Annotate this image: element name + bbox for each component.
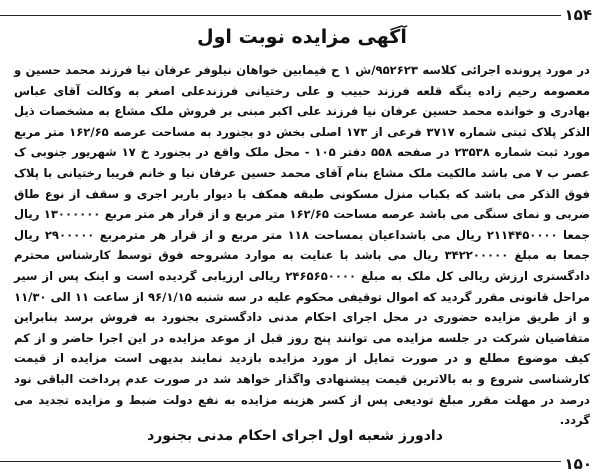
top-divider [0, 15, 564, 16]
notice-signature: دادورز شعبه اول اجرای احکام مدنی بجنورد [147, 428, 443, 444]
bottom-divider [0, 461, 564, 462]
page-number-bottom: ۱۵۰ [561, 455, 596, 473]
notice-body: در مورد پرونده اجرائی کلاسه ۹۵۲۶۲۳/ش ۱ ح فیمابین خواهان نیلوفر عرفان نیا فرزند محمد حسین و معصومه رحیم زاده ینگه قلعه فرزند حبیب و علی رختیانی فرزندعلی اصغر به وکالت آقای عباس بهادری و خوانده محمد حسین عرفان نیا فرزند علی اکبر مبنی بر فروش ملک مشاع به مشخصات ذیل الذکر پلاک ثبتی شماره ۳۷۱۷ فرعی از ۱۷۳ اصلی بخش دو بجنورد به مساحت عرصه ۱۶۲/۶۵ متر مربع مورد ثبت شماره ۲۳۵۳۸ در صفحه ۵۵۸ دفتر ۱۰۵ - محل ملک واقع در بجنورد خ ۱۷ شهریور جنوبی ک عصر ب ۷ می باشد مالکیت ملک مشاع بنام آقای محمد حسین عرفان نیا و خانم فریبا رختیانی با پلاک فوق الذکر می باشد که بکباب منزل مسکونی طبقه همکف با دیوار باربر اجری و سقف از نوع طاق ضربی و نمای سنگی می باشد عرصه مساحت ۱۶۲/۶۵ متر مربع و از قرار هر متر مربع ۱۳۰۰۰۰۰۰ ریال جمعا ۲۱۱۴۴۵۰۰۰۰ ریال می باشداعیان بمساحت ۱۱۸ متر مربع و از قرار هر مترمربع ۲۹۰۰۰۰۰ ریال جمعا به مبلغ ۳۴۲۲۰۰۰۰۰ ریال می باشد با عنایت به موارد مشروحه فوق توسط کارشناس محترم دادگستری ارزش ریالی کل ملک به مبلغ ۲۴۶۵۶۵۰۰۰۰ ریالی ارزیابی گردیده است و اینک پس از سیر مراحل قانونی مقرر گردید که اموال توقیفی محکوم علیه در سه شنبه ۹۶/۱/۱۵ از ساعت ۱۱ الی ۱۱/۳۰ و از طریق مزایده حضوری در محل اجرای احکام مدنی دادگستری بجنورد به فروش برسد بنابراین متقاضیان شرکت در جلسه مزایده می توانند پنج روز قبل از موعد مزایده در این اجرا حاضر و از کم کیف موضوع مطلع و در صورت تمایل از مورد مزایده بازدید نمایند بدیهی است مزایده از قیمت کارشناسی شروع و به بالاترین قیمت پیشنهادی واگذار خواهد شد در صورت عدم پرداخت الباقی نود درصد در مهلت مقرر مبلغ تودیعی پس از کسر هزینه مزایده به نفع دولت ضبط و مزایده تجدید می گردد. [14, 63, 591, 428]
page-number-top: ۱۵۴ [561, 6, 596, 24]
notice-title: آگهی مزایده نوبت اول [197, 26, 407, 48]
